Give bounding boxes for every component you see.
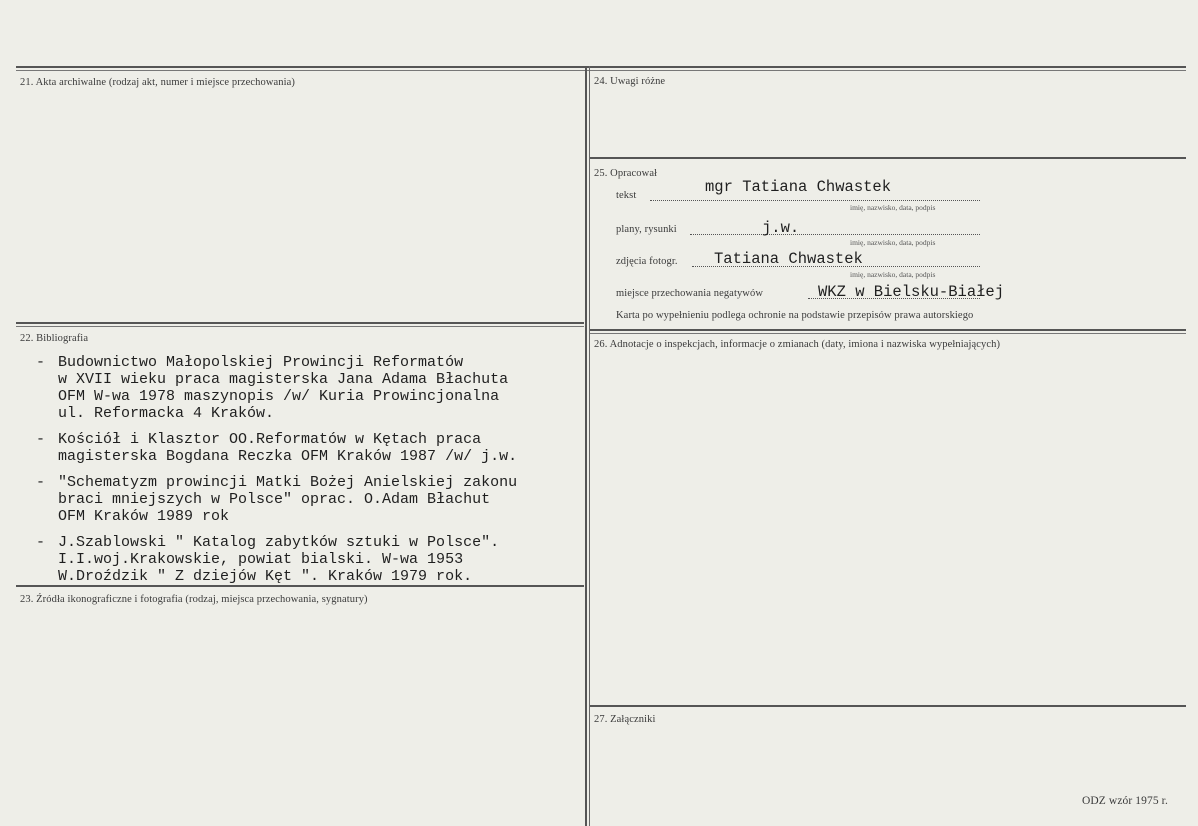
entry-line: W.Droździk " Z dziejów Kęt ". Kraków 1979 rok. [58,568,473,585]
plans-line [690,234,980,235]
entry-line: J.Szablowski " Katalog zabytków sztuki w Polsce". [58,534,500,551]
entry-line: magisterska Bogdana Reczka OFM Kraków 1987 /w/ j.w. [58,448,518,465]
text-caption: imię, nazwisko, data, podpis [850,203,936,212]
bibliography-entry [36,431,576,465]
center-divider [585,66,587,826]
section-23-label: 23. Źródła ikonograficzne i fotografia (rodzaj, miejsca przechowania, sygnatury) [20,594,368,605]
copyright-note: Karta po wypełnieniu podlega ochronie na podstawie przepisów prawa autorskiego [616,310,974,321]
entry-line: I.I.woj.Krakowskie, powiat bialski. W-wa 1953 [58,551,464,568]
plans-value: j.w. [762,219,800,237]
text-line [650,200,980,201]
bullet-dash: - [36,474,46,491]
text-label: tekst [616,190,637,201]
entry-line: w XVII wieku praca magisterska Jana Adama Błachuta [58,371,509,388]
bullet-dash: - [36,534,46,551]
section-22-label: 22. Bibliografia [20,333,89,344]
bibliography-entry [36,354,576,422]
separator-26-27 [590,705,1186,707]
bibliography-entry [36,474,576,525]
separator-21-22-inner [16,326,584,327]
photo-value: Tatiana Chwastek [714,250,863,268]
center-divider-inner [589,66,590,826]
section-27-label: 27. Załączniki [594,714,656,725]
bullet-dash: - [36,354,46,371]
separator-25-26-inner [590,333,1186,334]
separator-25-26 [590,329,1186,331]
section-21-label: 21. Akta archiwalne (rodzaj akt, numer i miejsce przechowania) [20,77,296,88]
entry-line: Kościół i Klasztor OO.Reformatów w Kętach praca [58,431,482,448]
entry-line: braci mniejszych w Polsce" oprac. O.Adam Błachut [58,491,491,508]
plans-label: plany, rysunki [616,224,677,235]
entry-line: Budownictwo Małopolskiej Prowincji Reformatów [58,354,464,371]
negatives-value: WKZ w Bielsku-Białej [818,283,1005,301]
plans-caption: imię, nazwisko, data, podpis [850,238,936,247]
text-value: mgr Tatiana Chwastek [705,178,892,196]
top-border-inner [16,70,1186,71]
separator-24-25 [590,157,1186,159]
bullet-dash: - [36,431,46,448]
negatives-label: miejsce przechowania negatywów [616,288,764,299]
section-24-label: 24. Uwagi różne [594,76,666,87]
section-26-label: 26. Adnotacje o inspekcjach, informacje o zmianach (daty, imiona i nazwiska wypełniających) [594,339,1001,350]
photo-caption: imię, nazwisko, data, podpis [850,270,936,279]
top-border [16,66,1186,68]
entry-line: ul. Reformacka 4 Kraków. [58,405,275,422]
entry-line: OFM Kraków 1989 rok [58,508,230,525]
bibliography-entry [36,534,576,585]
photo-label: zdjęcia fotogr. [616,256,678,267]
entry-line: OFM W-wa 1978 maszynopis /w/ Kuria Prowincjonalna [58,388,500,405]
bibliography-list [36,354,576,594]
separator-21-22 [16,322,584,324]
form-id: ODZ wzór 1975 r. [1082,795,1168,807]
entry-line: "Schematyzm prowincji Matki Bożej Anielskiej zakonu [58,474,518,491]
section-25-label: 25. Opracował [594,168,658,179]
